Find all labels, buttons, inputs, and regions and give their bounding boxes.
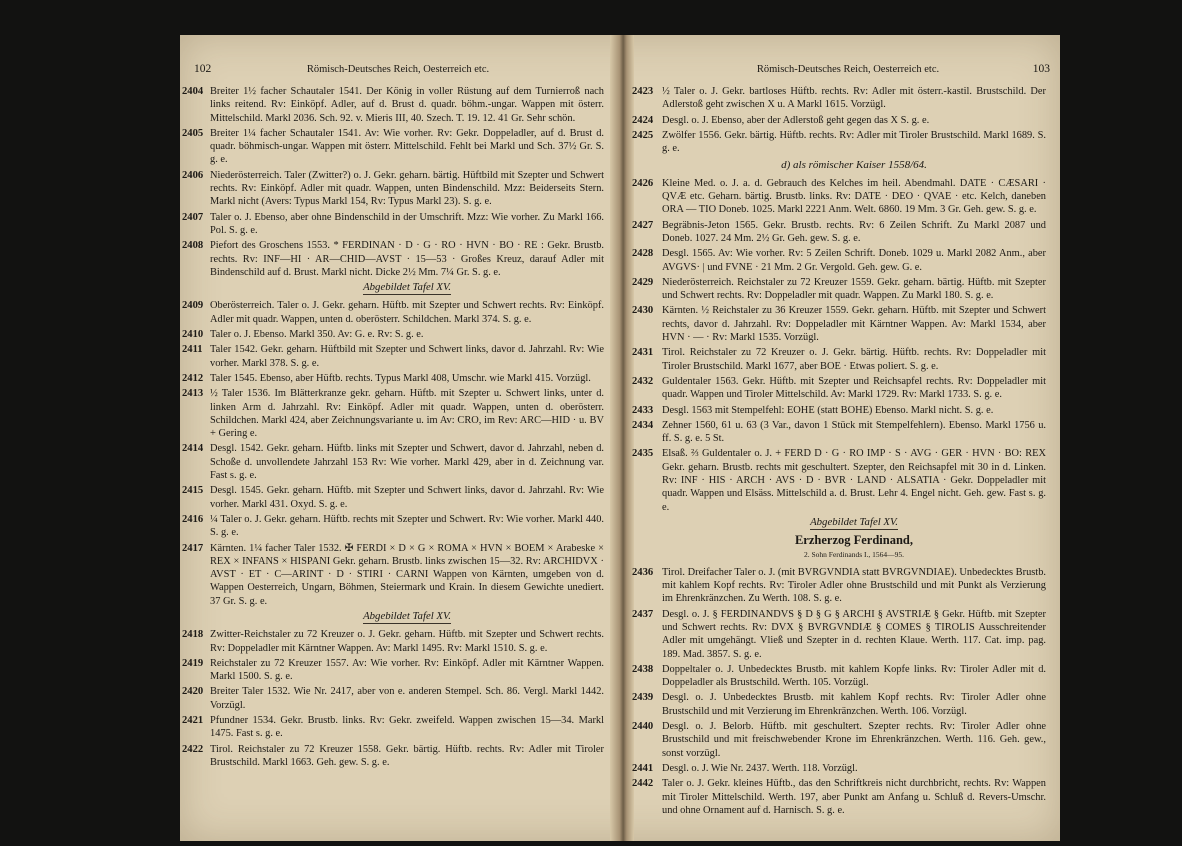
chapter-heading: Erzherzog Ferdinand, [794,533,914,548]
entry-text: Zwölfer 1556. Gekr. bärtig. Hüftb. rechts. Rv: Adler mit Tiroler Brustschild. Markl 1689. S. g. e. [662,129,1046,155]
entry-number: 2421 [182,715,204,727]
plate-caption: Abgebildet Tafel XV. [363,281,451,294]
entry-number: 2426 [632,177,654,189]
catalog-entry [180,85,604,125]
right-page [632,35,1060,841]
page-number: 103 [1032,63,1050,75]
entry-number: 2416 [182,513,204,525]
left-page [180,35,612,841]
catalog-entry [180,211,604,238]
catalog-entry [632,346,1046,373]
catalog-entry [180,542,604,608]
entry-number: 2440 [632,721,654,733]
section-title: d) als römischer Kaiser 1558/64. [781,159,927,172]
entry-number: 2412 [182,372,204,384]
entry-text: Zwitter-Reichstaler zu 72 Kreuzer o. J. Gekr. geharn. Hüftb. mit Szepter und Schwert rechts. Rv: Doppeladler mit Kärntner Wappen. Av: Markl 1495. Rv: Markl 1510. S. g. e. [210,629,604,654]
entry-number: 2415 [182,485,204,497]
entry-text: ¼ Taler o. J. Gekr. geharn. Hüftb. rechts mit Szepter und Schwert. Rv: Wie vorher. Markl 440. S. g. e. [210,513,604,539]
entry-number: 2413 [182,388,204,400]
entry-text: Desgl. 1542. Gekr. geharn. Hüftb. links mit Szepter und Schwert, davor d. Jahrzahl, neben d. Schoße d. unvollendete Jahrzahl 153 Rv: Wie vorher. Markl 429, aber in d. Zeichnung var. Fast s. g. e. [210,443,604,482]
entry-text: Taler 1545. Ebenso, aber Hüftb. rechts. Typus Markl 408, Umschr. wie Markl 415. Vorzügl. [210,372,591,384]
entry-text: Desgl. 1563 mit Stempelfehl: EOHE (statt BOHE) Ebenso. Markl nicht. S. g. e. [662,404,994,416]
entry-number: 2424 [632,114,654,126]
catalog-entry [632,219,1046,246]
entry-number: 2414 [182,443,204,455]
entry-number: 2422 [182,743,204,755]
entry-text: Elsaß. ⅔ Guldentaler o. J. + FERD D · G · RO IMP · S · AVG · GER · HVN · BO: REX Gekr. geharn. Brustb. rechts mit geschultert. Szepter, den Reichsapfel mit 30 in d. Linken. Rv: INF · HIS · ARCH · AVS · D · BVR · LAND · ALSATIA · Gekr. Doppeladler mit quadr. Wappen und Elsäss. Mittelschild a. d. Brust. Lehr 4. Engel nicht. Geh. gew. Fast s. g. e. [662,448,1046,513]
catalog-entry [180,743,604,770]
entry-number: 2432 [632,375,654,387]
entry-text: ½ Taler o. J. Gekr. bartloses Hüftb. rechts. Rv: Adler mit österr.-kastil. Brustschild. Der Adlerstoß geht zwischen X u. A Markl 1615. Vorzügl. [662,86,1046,111]
entry-number: 2418 [182,629,204,641]
catalog-entry [180,299,604,326]
entry-number: 2404 [182,86,204,97]
running-title: Römisch-Deutsches Reich, Oesterreich etc. [756,64,940,75]
catalog-entry [180,513,604,540]
entry-text: Taler o. J. Ebenso. Markl 350. Av: G. e. Rv: S. g. e. [210,329,424,341]
catalog-entry [180,387,604,440]
plate-caption: Abgebildet Tafel XV. [810,515,898,528]
entry-text: Breiter 1½ facher Schautaler 1541. Der König in voller Rüstung auf dem Turnierroß nach links reitend. Rv: Einköpf. Adler, auf d. Brust d. quadr. böhm.-ungar. Wappen mit österr. Mittelschild. Markl 2036. Sch. 92. v. Mieris III, 40. Szech. T. 19. 12. 41 Gr. Sehr schön. [210,86,604,124]
entry-number: 2437 [632,608,654,620]
running-title: Römisch-Deutsches Reich, Oesterreich etc. [306,64,490,75]
catalog-entry [180,714,604,741]
catalog-entry [632,566,1046,606]
catalog-entry [632,663,1046,690]
catalog-entry [632,304,1046,344]
entry-number: 2439 [632,692,654,704]
entry-number: 2417 [182,542,204,554]
entry-number: 2408 [182,240,204,252]
entry-number: 2411 [182,344,203,356]
catalog-entry [632,419,1046,446]
entry-text: Piefort des Groschens 1553. * FERDINAN · D · G · RO · HVN · BO · RE : Gekr. Brustb. rechts. Rv: INF—HI · AR—CHID—AVST · 15—53 · Großes Kreuz, darauf Adler mit Bindenschild auf d. Brust. Markl nicht. Dicke 2½ Mm. 7¼ Gr. S. g. e. [210,240,604,278]
entry-number: 2438 [632,663,654,675]
entry-text: Desgl. o. J. Unbedecktes Brustb. mit kahlem Kopf rechts. Rv: Tiroler Adler ohne Brustschild und mit Verzierung im Ehrenkränzchen. Werth. 106. Vorzügl. [662,692,1046,717]
catalog-entry [180,372,604,385]
entry-text: Guldentaler 1563. Gekr. Hüftb. mit Szepter und Reichsapfel rechts. Rv: Doppeladler mit quadr. Wappen und Tiroler Mittelschild. Av: Markl 1729. Rv: Markl 1733. S. g. e. [662,375,1046,401]
left-page-body [180,85,604,771]
entry-text: Desgl. o. J. Wie Nr. 2437. Werth. 118. Vorzügl. [662,762,858,774]
entry-number: 2409 [182,300,204,312]
entry-text: Desgl. 1565. Av: Wie vorher. Rv: 5 Zeilen Schrift. Doneb. 1029 u. Markl 2082 Anm., aber AVGVS· | und FVNE · 21 Mm. 2 Gr. Vergold. Geh. gew. G. e. [662,248,1046,273]
plate-caption: Abgebildet Tafel XV. [363,609,451,622]
entry-text: Tirol. Reichstaler zu 72 Kreuzer o. J. Gekr. bärtig. Hüftb. rechts. Rv: Doppeladler mit Tiroler Brustschild. Markl 1677, aber BOE · Etwas poliert. S. g. e. [662,347,1046,372]
catalog-entry [632,777,1046,817]
left-page-header [194,63,602,79]
entry-text: Desgl. 1545. Gekr. geharn. Hüftb. mit Szepter und Schwert links, davor d. Jahrzahl. Rv: Wie vorher. Markl 431. Oxyd. S. g. e. [210,485,604,510]
book-gutter [610,35,634,841]
catalog-entry [632,447,1046,513]
entry-text: Kärnten. 1¼ facher Taler 1532. ✠ FERDI × D × G × ROMA × HVN × BOEM × Arabeske × REX × INFANS × HISPANI Gekr. geharn. Brustb. links zwischen 15—32. Rv: ARCHIDVX · AVST · ET · C—ARINT · D · STIRI · CARNI Wappen von Kärnten, umgeben von d. Wappen Oesterreich, Ungarn, Böhmen, Steiermark und Krain. In diesem Gewichte unediert. 37 Gr. S. g. e. [210,542,604,607]
entry-text: Breiter 1¼ facher Schautaler 1541. Av: Wie vorher. Rv: Gekr. Doppeladler, auf d. Brust d. quadr. böhmisch-ungar. Wappen mit österr. Mittelschild. Fehlt bei Markl und Sch. 37½ Gr. S. g. e. [210,127,604,166]
catalog-entry [632,177,1046,217]
catalog-entry [180,328,604,341]
catalog-entry [632,85,1046,112]
entry-text: Niederösterreich. Reichstaler zu 72 Kreuzer 1559. Gekr. geharn. bärtig. Hüftb. mit Szepter und Schwert rechts. Rv: Doppeladler mit quadr. Wappen. Zu Markl 180. S. g. e. [662,276,1046,302]
entry-number: 2407 [182,211,204,223]
entry-text: Tirol. Dreifacher Taler o. J. (mit BVRGVNDIA statt BVRGVNDIAE). Unbedecktes Brustb. mit kahlem Kopf rechts. Rv: Tiroler Adler ohne Brustschild und mit Punkt als Verzierung im Ehrenkränzchen. Zu Werth. 108. S. g. e. [662,566,1046,605]
entry-number: 2423 [632,86,654,97]
entry-text: Taler o. J. Gekr. kleines Hüftb., das den Schriftkreis nicht durchbricht, rechts. Rv: Wappen mit Tiroler Mittelschild. Werth. 197, aber Punkt am Anfang u. Schluß d. Revers-Umschr. und ohne Ornament auf d. Harnisch. S. g. e. [662,778,1046,816]
catalog-entry [632,720,1046,760]
entry-number: 2441 [632,762,654,774]
right-page-header [646,63,1050,79]
entry-text: Kleine Med. o. J. a. d. Gebrauch des Kelches im heil. Abendmahl. DATE · CÆSARI · QVÆ etc. Geharn. bärtig. Brustb. links. Rv: DATE · DEO · QVAE · etc. Kelch, daneben ORA — TIO Doneb. 1025. Markl 2221 Anm. Welt. 6860. 19 Mm. 3 Gr. Geh. gew. S. g. e. [662,177,1046,216]
entry-text: Zehner 1560, 61 u. 63 (3 Var., davon 1 Stück mit Stempelfehlern). Ebenso. Markl 1756 u. ff. S. g. e. 5 St. [662,419,1046,445]
catalog-entry [180,169,604,209]
catalog-entry [632,276,1046,303]
entry-number: 2420 [182,686,204,698]
catalog-entry [632,691,1046,718]
catalog-entry [632,375,1046,402]
entry-text: Taler 1542. Gekr. geharn. Hüftbild mit Szepter und Schwert links, davor d. Jahrzahl. Rv: Wie vorher. Markl 378. S. g. e. [210,344,604,369]
entry-number: 2425 [632,129,654,141]
catalog-entry [180,484,604,511]
catalog-entry [632,114,1046,127]
entry-text: Desgl. o. J. § FERDINANDVS § D § G § ARCHI § AVSTRIÆ § Gekr. Hüftb. mit Szepter und Schwert rechts. Rv: DVX § BVRGVNDIÆ § COMES § TIROLIS Ausschreitender Adler mit umgehängt. Vließ und Szepter in d. rechten Klaue. Werth. 117. Cat. imp. pag. 189. Mad. 3857. S. g. e. [662,608,1046,660]
entry-number: 2405 [182,127,204,139]
entry-number: 2410 [182,329,204,341]
entry-number: 2433 [632,404,654,416]
entry-text: Reichstaler zu 72 Kreuzer 1557. Av: Wie vorher. Rv: Einköpf. Adler mit Kärntner Wappen. Markl 1500. S. g. e. [210,657,604,683]
entry-text: Breiter Taler 1532. Wie Nr. 2417, aber von e. anderen Stempel. Sch. 86. Vergl. Markl 1442. Vorzügl. [210,686,604,711]
entry-text: ½ Taler 1536. Im Blätterkranze gekr. geharn. Hüftb. mit Szepter u. Schwert links, unter d. linken Arm d. Jahrzahl. Rv: Einköpf. Adler mit quadr. Wappen, unten d. oberösterr. Schildchen. Markl 424, aber Zeichnungsvariante u. im Av: CRO, im Rev: ARC—HID · u. BV + Gering e. [210,388,604,440]
entry-text: Kärnten. ½ Reichstaler zu 36 Kreuzer 1559. Gekr. geharn. Hüftb. mit Szepter und Schwert rechts, davor d. Jahrzahl. Rv: Doppeladler mit Kärntner Wappen. Av: Markl 1534, aber HVN · — · Rv: Markl 1535. Vorzügl. [662,305,1046,344]
entry-number: 2436 [632,566,654,578]
entry-number: 2427 [632,219,654,231]
book-spread [180,35,1060,841]
entry-text: Begräbnis-Jeton 1565. Gekr. Brustb. rechts. Rv: 6 Zeilen Schrift. Zu Markl 2087 und Doneb. 1027. 24 Mm. 2½ Gr. Geh. gew. S. g. e. [662,219,1046,244]
catalog-entry [180,685,604,712]
entry-text: Desgl. o. J. Ebenso, aber der Adlerstoß geht gegen das X S. g. e. [662,114,930,126]
chapter-subheading: 2. Sohn Ferdinands I., 1564—95. [804,549,904,559]
catalog-entry [180,628,604,655]
entry-number: 2428 [632,248,654,260]
entry-number: 2419 [182,657,204,669]
entry-text: Oberösterreich. Taler o. J. Gekr. geharn. Hüftb. mit Szepter und Schwert rechts. Rv: Einköpf. Adler mit quadr. Wappen, unten d. oberösterr. Schildchen. Markl 374. S. g. e. [210,300,604,325]
page-number: 102 [194,63,212,75]
catalog-entry [632,404,1046,417]
entry-number: 2435 [632,448,654,460]
catalog-entry [180,657,604,684]
entry-number: 2442 [632,778,654,790]
entry-text: Tirol. Reichstaler zu 72 Kreuzer 1558. Gekr. bärtig. Hüftb. rechts. Rv: Adler mit Tiroler Brustschild. Markl 1663. Geh. gew. S. g. e. [210,743,604,768]
catalog-entry [632,247,1046,274]
entry-number: 2429 [632,276,654,288]
catalog-entry [180,127,604,167]
entry-text: Taler o. J. Ebenso, aber ohne Bindenschild in der Umschrift. Mzz: Wie vorher. Zu Markl 166. Pol. S. g. e. [210,211,604,236]
entry-text: Pfundner 1534. Gekr. Brustb. links. Rv: Gekr. zweifeld. Wappen zwischen 15—34. Markl 1475. Fast s. g. e. [210,715,604,740]
entry-text: Doppeltaler o. J. Unbedecktes Brustb. mit kahlem Kopfe links. Rv: Tiroler Adler mit d. Doppeladler als Brustschild. Werth. 105. Vorzügl. [662,663,1046,689]
catalog-entry [632,608,1046,661]
entry-number: 2431 [632,347,654,359]
catalog-entry [180,239,604,279]
catalog-entry [632,762,1046,775]
catalog-entry [632,129,1046,156]
right-page-body [632,85,1046,819]
entry-number: 2406 [182,169,204,181]
entry-text: Niederösterreich. Taler (Zwitter?) o. J. Gekr. geharn. bärtig. Hüftbild mit Szepter und Schwert rechts. Rv: Einköpf. Adler mit quadr. Wappen, unten Bindenschild. Mzz: Beiderseits Stern. Markl nicht (Avers: Typus Markl 154, Rv: Typus Markl 23). S. g. e. [210,169,604,208]
catalog-entry [180,343,604,370]
entry-number: 2430 [632,305,654,317]
catalog-entry [180,442,604,482]
entry-number: 2434 [632,419,654,431]
entry-text: Desgl. o. J. Belorb. Hüftb. mit geschultert. Szepter rechts. Rv: Tiroler Adler ohne Brustschild und mit freischwebender Krone im Ehrenkränzchen. Werth. 116. Geh. gew., sonst vorzügl. [662,721,1046,759]
